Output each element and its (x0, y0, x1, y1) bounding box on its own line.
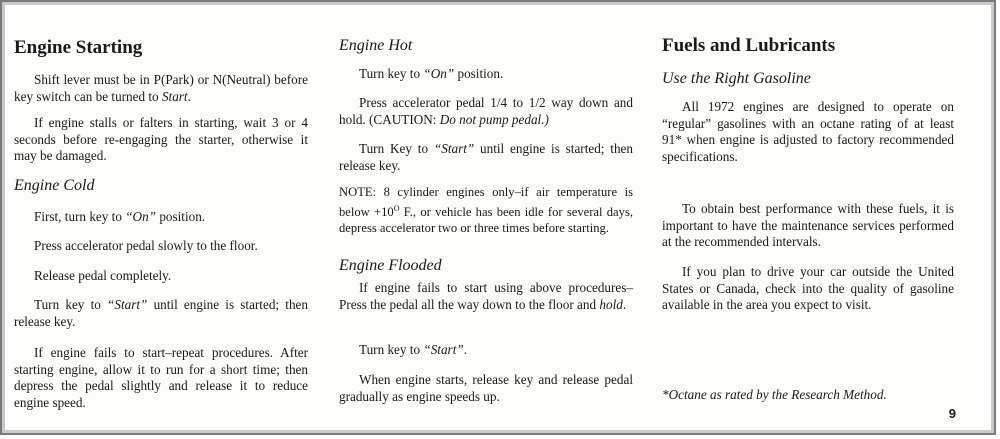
heading-engine-starting: Engine Starting (14, 37, 143, 58)
paragraph-turn-key-start (14, 297, 308, 330)
paragraph-press-pedal: Press accelerator pedal slowly to the floor. (34, 238, 258, 253)
paragraph-1972-engines: All 1972 engines are designed to operate on “regular” gasolines with an octane rating of at least 91* when engine is adjusted to factory recommended specifications. (662, 99, 954, 164)
heading-fuels-lubricants: Fuels and Lubricants (662, 35, 836, 56)
text: If engine fails to start using above procedures–Press the pedal all the way down to the floor and (339, 280, 633, 312)
text: position. (156, 209, 206, 224)
paragraph-shift-lever (14, 72, 308, 105)
paragraph-best-performance: To obtain best performance with these fuels, it is important to have the maintenance services performed at the recommended intervals. (662, 201, 954, 250)
subheading-engine-cold: Engine Cold (14, 177, 95, 194)
subheading-engine-hot: Engine Hot (339, 37, 413, 54)
text: Turn key to (34, 297, 108, 312)
text: until engine is started; then release key. (339, 141, 633, 173)
text: . (463, 342, 467, 357)
text-hold-italic: hold (599, 296, 623, 312)
text-caution-italic: Do not pump pedal.) (439, 111, 549, 127)
footnote-octane: *Octane as rated by the Research Method. (662, 387, 887, 402)
subheading-right-gasoline: Use the Right Gasoline (662, 70, 811, 87)
text: Shift lever must be in P(Park) or N(Neutral) before key switch can be turned to (14, 72, 308, 104)
text: F., or vehicle has been idle for several days, depress accelerator two or three times before starting. (339, 204, 633, 236)
paragraph-turn-key-on (14, 209, 308, 226)
paragraph-outside-us: If you plan to drive your car outside the United States or Canada, check into the quality of gasoline available in the area you expect to visit. (662, 264, 954, 313)
text: Turn key to (359, 66, 424, 81)
paragraph-hot-turn-key-start (339, 141, 633, 174)
paragraph-engine-stalls: If engine stalls or falters in starting, wait 3 or 4 seconds before re-engaging the starter, otherwise it may be damaged. (14, 115, 308, 164)
paragraph-flooded-turn-key (339, 342, 633, 359)
text-start-italic: “Start” (433, 141, 475, 156)
paragraph-engine-fails: If engine fails to start–repeat procedures. After starting engine, allow it to run for a short time; then depress the pedal slightly and release it to reduce engine speed. (14, 345, 308, 410)
text-start-italic: “Start” (107, 297, 148, 312)
superscript-degree: O (393, 203, 400, 213)
page-number: 9 (948, 406, 956, 421)
text: . (622, 296, 627, 312)
text-on-italic: “On” (125, 209, 157, 224)
paragraph-release-pedal: Release pedal completely. (34, 268, 172, 283)
paragraph-press-quarter-half (339, 95, 633, 128)
text-start-italic: “Start” (423, 342, 464, 357)
text: . (187, 88, 191, 104)
text: Press accelerator pedal 1/4 to 1/2 way down and hold. (CAUTION: (339, 95, 633, 127)
text: position. (454, 66, 504, 81)
text: First, turn key to (34, 209, 126, 224)
paragraph-hot-turn-key-on (339, 66, 633, 83)
text: NOTE: 8 cylinder engines only–if air temperature is below +10 (339, 185, 633, 219)
paragraph-engine-starts: When engine starts, release key and release pedal gradually as engine speeds up. (339, 372, 633, 404)
paragraph-note-8-cylinder (339, 184, 633, 237)
text: Turn Key to (359, 141, 434, 156)
text-start-italic: Start (161, 88, 188, 104)
paragraph-fails-to-start (339, 280, 633, 313)
text-on-italic: “On” (423, 66, 455, 81)
text: Turn key to (359, 342, 424, 357)
text: until engine is started; then release key. (14, 297, 308, 329)
subheading-engine-flooded: Engine Flooded (339, 257, 442, 274)
